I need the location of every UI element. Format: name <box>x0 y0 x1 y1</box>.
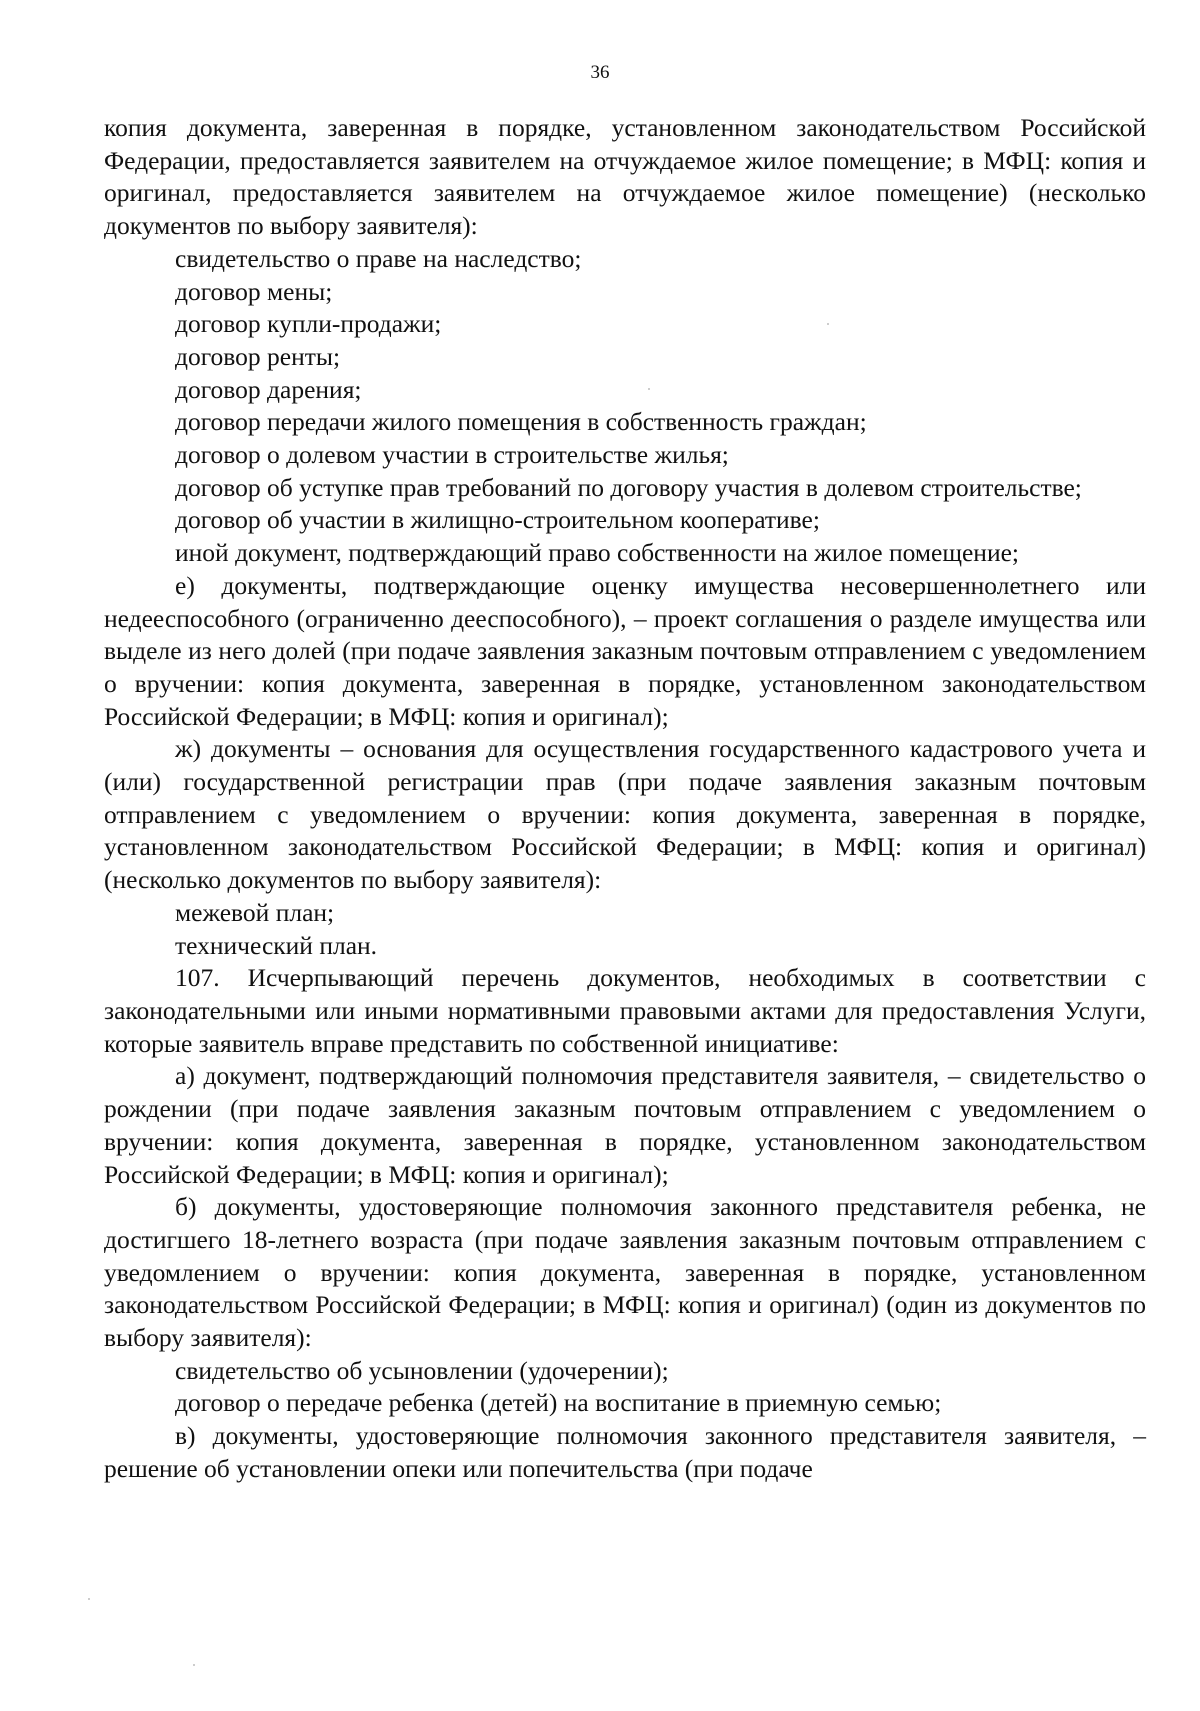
list-item-exchange-contract: договор мены; <box>175 276 333 306</box>
list-item-inheritance-certificate: свидетельство о праве на наследство; <box>175 243 582 273</box>
list-item-technical-plan: технический план. <box>175 930 378 960</box>
paragraph-subitem-zh: ж) документы – основания для осуществления государственного кадастрового учета и (или) государственной регистрации прав (при подаче заявления заказным почтовым отправлением с уведомлением о вручении: копия документа, заверенная в порядке, установленном законодательством Российской Федерации; в МФЦ: копия и оригинал) (несколько документов по выбору заявителя): <box>104 734 1146 895</box>
list-item-gift-contract: договор дарения; <box>175 374 362 404</box>
scan-speck <box>88 1598 90 1600</box>
list-item-adoption-certificate: свидетельство об усыновлении (удочерении); <box>175 1355 669 1385</box>
paragraph-subitem-v: в) документы, удостоверяющие полномочия законного представителя заявителя, – решение об установлении опеки или попечительства (при подаче <box>104 1421 1146 1483</box>
list-item-sale-contract: договор купли-продажи; <box>175 309 442 339</box>
list-item-other-ownership-document: иной документ, подтверждающий право собственности на жилое помещение; <box>175 538 1019 568</box>
list-item-shared-construction-contract: договор о долевом участии в строительстве жилья; <box>175 440 729 470</box>
list-item-annuity-contract: договор ренты; <box>175 341 341 371</box>
paragraph-107: 107. Исчерпывающий перечень документов, необходимых в соответствии с законодательными или иными нормативными правовыми актами для предоставления Услуги, которые заявитель вправе представить по собственной инициативе: <box>104 963 1146 1058</box>
list-item-cooperative-contract: договор об участии в жилищно-строительном кооперативе; <box>175 505 820 535</box>
scan-speck <box>648 388 650 390</box>
list-item-assignment-contract: договор об уступке прав требований по договору участия в долевом строительстве; <box>175 472 1082 502</box>
list-item-foster-family-contract: договор о передаче ребенка (детей) на воспитание в приемную семью; <box>175 1388 942 1418</box>
list-item-privatization-contract: договор передачи жилого помещения в собственность граждан; <box>175 407 867 437</box>
list-item-boundary-plan: межевой план; <box>175 897 335 927</box>
page-number: 36 <box>590 62 610 83</box>
paragraph-subitem-a: а) документ, подтверждающий полномочия представителя заявителя, – свидетельство о рождении (при подаче заявления заказным почтовым отправлением с уведомлением о вручении: копия документа, заверенная в порядке, установленном законодательством Российской Федерации; в МФЦ: копия и оригинал); <box>104 1061 1146 1189</box>
scan-speck <box>827 323 829 325</box>
paragraph-continuation: копия документа, заверенная в порядке, установленном законодательством Российской Федерации, предоставляется заявителем на отчуждаемое жилое помещение; в МФЦ: копия и оригинал, предоставляется заявителем на отчуждаемое жилое помещение) (несколько документов по выбору заявителя): <box>104 113 1146 241</box>
scan-speck <box>193 1664 195 1666</box>
document-body <box>104 112 1146 1486</box>
paragraph-subitem-e: е) документы, подтверждающие оценку имущества несовершеннолетнего или недееспособного (ограниченно дееспособного), – проект соглашения о разделе имущества или выделе из него долей (при подаче заявления заказным почтовым отправлением с уведомлением о вручении: копия документа, заверенная в порядке, установленном законодательством Российской Федерации; в МФЦ: копия и оригинал); <box>104 570 1146 731</box>
paragraph-subitem-b: б) документы, удостоверяющие полномочия законного представителя ребенка, не достигшего 18-летнего возраста (при подаче заявления заказным почтовым отправлением с уведомлением о вручении: копия документа, заверенная в порядке, установленном законодательством Российской Федерации; в МФЦ: копия и оригинал) (один из документов по выбору заявителя): <box>104 1192 1146 1353</box>
